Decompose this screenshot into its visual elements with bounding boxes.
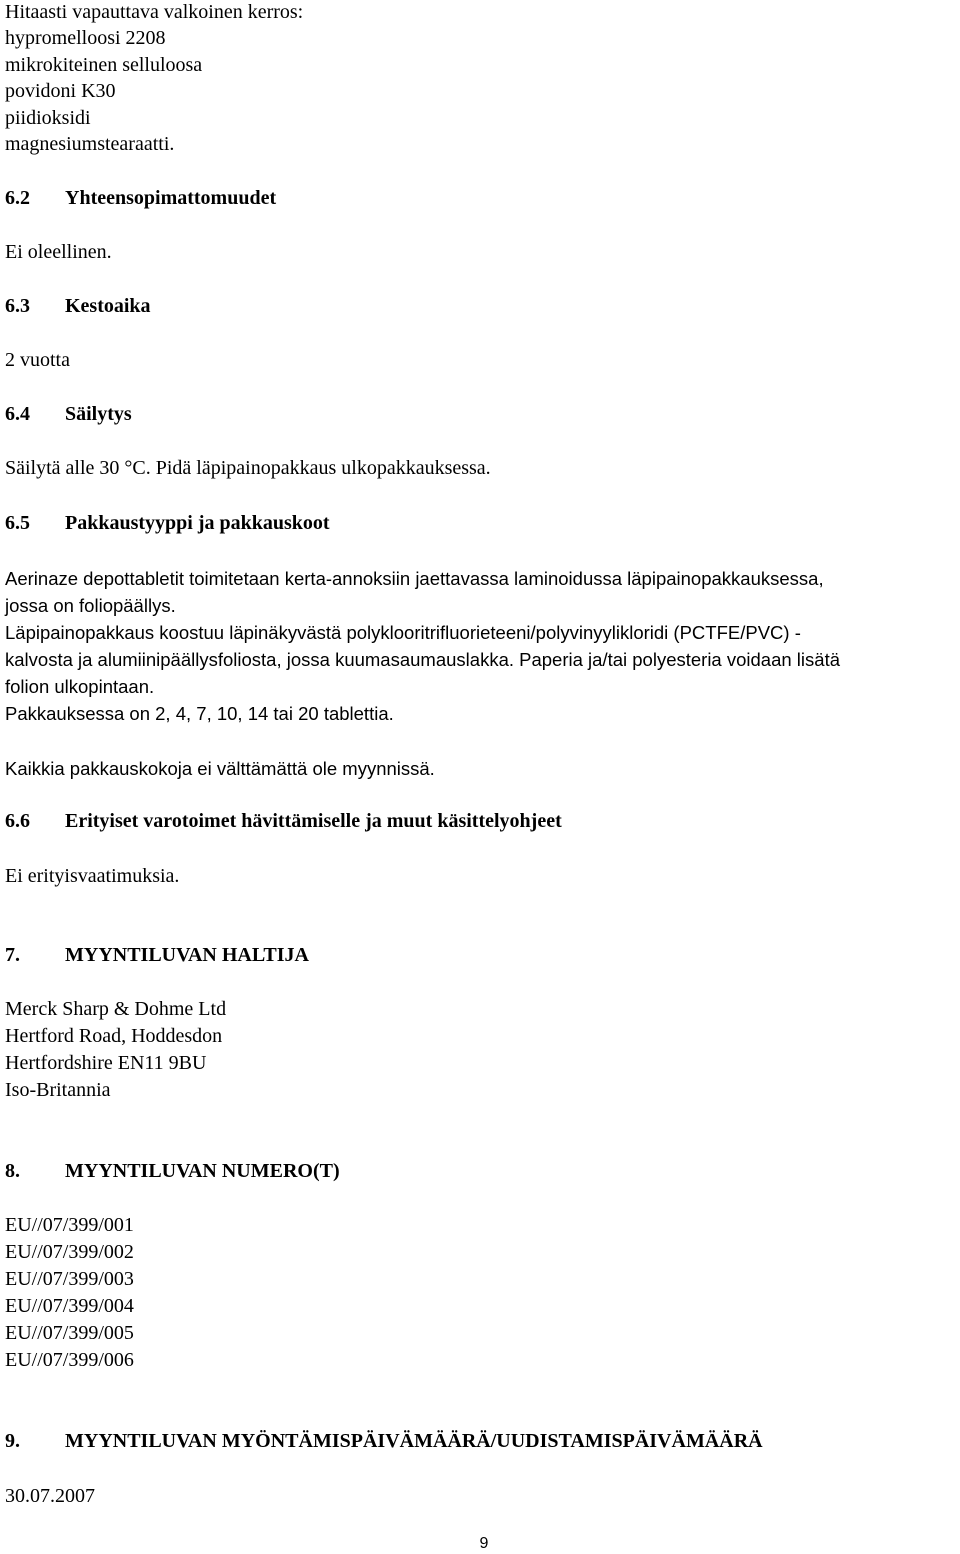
page-number: 9 [479, 1535, 489, 1552]
section-6-5-title: Pakkaustyyppi ja pakkauskoot [65, 512, 330, 534]
holder-address-line: Merck Sharp & Dohme Ltd [5, 998, 227, 1020]
section-6-5-line: jossa on foliopäällys. [5, 595, 176, 616]
section-6-2-text: Ei oleellinen. [5, 241, 112, 263]
section-6-5-line: kalvosta ja alumiinipäällysfoliosta, jossa kuumasaumauslakka. Paperia ja/tai polyesteria voidaan lisätä [5, 649, 840, 670]
authorisation-number: EU//07/399/003 [5, 1268, 134, 1290]
section-6-5-line: Aerinaze depottabletit toimitetaan kerta-annoksiin jaettavassa laminoidussa läpipainopakkauksessa, [5, 568, 824, 589]
section-6-6-number: 6.6 [5, 810, 30, 832]
authorisation-number: EU//07/399/005 [5, 1322, 134, 1344]
holder-address-line: Hertfordshire EN11 9BU [5, 1052, 207, 1074]
section-6-3-title: Kestoaika [65, 295, 151, 317]
authorisation-number: EU//07/399/002 [5, 1241, 134, 1263]
holder-address-line: Iso-Britannia [5, 1079, 111, 1101]
composition-item: mikrokiteinen selluloosa [5, 54, 203, 76]
section-7-title: MYYNTILUVAN HALTIJA [65, 944, 309, 966]
section-6-4-number: 6.4 [5, 403, 30, 425]
section-6-4-title: Säilytys [65, 403, 132, 425]
composition-item: povidoni K30 [5, 80, 116, 102]
section-8-title: MYYNTILUVAN NUMERO(T) [65, 1160, 340, 1182]
section-6-3-text: 2 vuotta [5, 349, 70, 371]
section-6-5-line: Läpipainopakkaus koostuu läpinäkyvästä polyklooritrifluorieteeni/polyvinyylikloridi (PCTFE/PVC) - [5, 622, 801, 643]
holder-address-line: Hertford Road, Hoddesdon [5, 1025, 223, 1047]
section-9-title: MYYNTILUVAN MYÖNTÄMISPÄIVÄMÄÄRÄ/UUDISTAMISPÄIVÄMÄÄRÄ [65, 1430, 763, 1452]
section-6-3-number: 6.3 [5, 295, 30, 317]
section-6-5-note: Kaikkia pakkauskokoja ei välttämättä ole myynnissä. [5, 758, 435, 779]
authorisation-number: EU//07/399/004 [5, 1295, 134, 1317]
composition-item: piidioksidi [5, 107, 91, 129]
authorisation-date: 30.07.2007 [5, 1485, 95, 1507]
section-6-6-title: Erityiset varotoimet hävittämiselle ja muut käsittelyohjeet [65, 810, 562, 832]
section-7-number: 7. [5, 944, 20, 966]
section-6-2-title: Yhteensopimattomuudet [65, 187, 277, 209]
section-6-5-number: 6.5 [5, 512, 30, 534]
section-6-5-line: folion ulkopintaan. [5, 676, 155, 697]
composition-item: magnesiumstearaatti. [5, 133, 175, 155]
section-8-number: 8. [5, 1160, 20, 1182]
authorisation-number: EU//07/399/001 [5, 1214, 134, 1236]
authorisation-number: EU//07/399/006 [5, 1349, 134, 1371]
section-6-6-text: Ei erityisvaatimuksia. [5, 865, 180, 887]
section-6-5-line: Pakkauksessa on 2, 4, 7, 10, 14 tai 20 tablettia. [5, 703, 394, 724]
section-6-4-text: Säilytä alle 30 °C. Pidä läpipainopakkaus ulkopakkauksessa. [5, 457, 491, 479]
composition-item: hypromelloosi 2208 [5, 27, 166, 49]
section-9-number: 9. [5, 1430, 20, 1452]
section-6-2-number: 6.2 [5, 187, 30, 209]
composition-heading: Hitaasti vapauttava valkoinen kerros: [5, 1, 304, 23]
